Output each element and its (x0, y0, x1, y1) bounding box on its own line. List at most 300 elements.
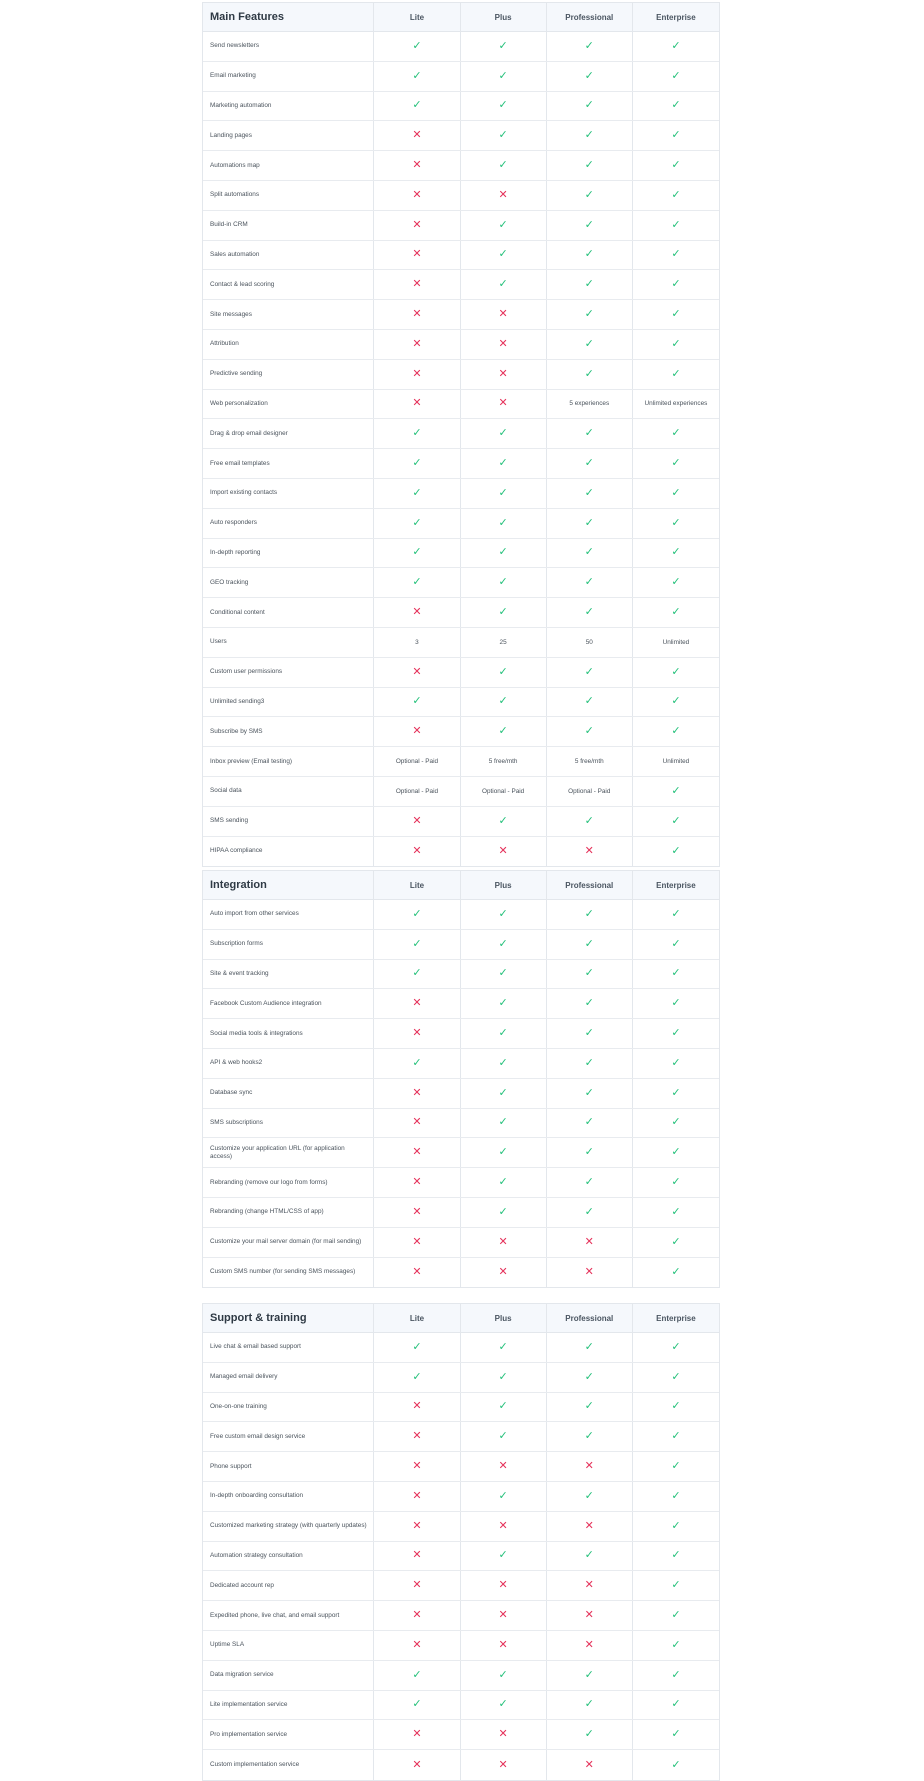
cell-lite (374, 32, 460, 61)
feature-name: API & web hooks2 (203, 1049, 374, 1078)
check-icon: ✓ (412, 907, 422, 920)
cell-enterprise (633, 330, 719, 359)
feature-name: Custom user permissions (203, 658, 374, 687)
feature-name: Build-in CRM (203, 211, 374, 240)
cell-professional (547, 390, 633, 419)
cross-icon: ✕ (412, 1146, 422, 1159)
check-icon: ✓ (671, 1609, 681, 1622)
cell-lite (374, 539, 460, 568)
feature-name: Phone support (203, 1452, 374, 1481)
cell-lite (374, 960, 460, 989)
cell-professional (547, 300, 633, 329)
cell-professional (547, 1333, 633, 1362)
cross-icon: ✕ (584, 1609, 594, 1622)
cell-enterprise (633, 1601, 719, 1630)
cell-professional (547, 1258, 633, 1288)
cross-icon: ✕ (498, 1638, 508, 1651)
cell-professional (547, 777, 633, 806)
check-icon: ✓ (584, 1698, 594, 1711)
check-icon: ✓ (498, 1027, 508, 1040)
cross-icon: ✕ (584, 1758, 594, 1771)
feature-name: Web personalization (203, 390, 374, 419)
cell-lite (374, 1138, 460, 1167)
feature-name: Social data (203, 777, 374, 806)
feature-name: Customized marketing strategy (with quarterly updates) (203, 1512, 374, 1541)
feature-name: Expedited phone, live chat, and email support (203, 1601, 374, 1630)
check-icon: ✓ (412, 1668, 422, 1681)
table-row (203, 241, 719, 271)
cell-enterprise (633, 539, 719, 568)
cell-enterprise (633, 211, 719, 240)
table-row (203, 1571, 719, 1601)
cross-icon: ✕ (498, 1579, 508, 1592)
cell-plus (461, 32, 547, 61)
check-icon: ✓ (498, 1400, 508, 1413)
cell-lite (374, 390, 460, 419)
cell-professional (547, 1019, 633, 1048)
cell-professional (547, 717, 633, 746)
cross-icon: ✕ (412, 129, 422, 142)
cross-icon: ✕ (412, 1027, 422, 1040)
check-icon: ✓ (671, 308, 681, 321)
cell-lite (374, 1571, 460, 1600)
table-row (203, 479, 719, 509)
check-icon: ✓ (498, 1549, 508, 1562)
check-icon: ✓ (498, 278, 508, 291)
check-icon: ✓ (498, 1430, 508, 1443)
cell-enterprise (633, 960, 719, 989)
cross-icon: ✕ (412, 844, 422, 857)
table-row (203, 568, 719, 598)
feature-name: Social media tools & integrations (203, 1019, 374, 1048)
table-row (203, 1168, 719, 1198)
check-icon: ✓ (498, 937, 508, 950)
check-icon: ✓ (584, 814, 594, 827)
cell-plus (461, 1542, 547, 1571)
check-icon: ✓ (412, 546, 422, 559)
check-icon: ✓ (671, 937, 681, 950)
check-icon: ✓ (584, 1086, 594, 1099)
feature-name: Subscribe by SMS (203, 717, 374, 746)
cell-enterprise (633, 300, 719, 329)
cell-lite (374, 688, 460, 717)
check-icon: ✓ (498, 486, 508, 499)
feature-name: Predictive sending (203, 360, 374, 389)
cell-lite (374, 1168, 460, 1197)
check-icon: ✓ (671, 1579, 681, 1592)
cross-icon: ✕ (584, 1265, 594, 1278)
cell-enterprise (633, 1631, 719, 1660)
check-icon: ✓ (584, 248, 594, 261)
table-row (203, 777, 719, 807)
table-row (203, 1720, 719, 1750)
check-icon: ✓ (498, 695, 508, 708)
cell-lite (374, 1422, 460, 1451)
cross-icon: ✕ (498, 1728, 508, 1741)
section-title: Integration (203, 871, 374, 899)
cell-lite (374, 241, 460, 270)
cross-icon: ✕ (412, 1579, 422, 1592)
check-icon: ✓ (671, 907, 681, 920)
check-icon: ✓ (671, 814, 681, 827)
plan-header-plus: Plus (461, 871, 547, 899)
check-icon: ✓ (671, 1205, 681, 1218)
cell-lite (374, 1109, 460, 1138)
feature-name: In-depth onboarding consultation (203, 1482, 374, 1511)
cell-enterprise (633, 628, 719, 657)
cross-icon: ✕ (412, 1489, 422, 1502)
cell-professional (547, 837, 633, 867)
check-icon: ✓ (584, 1027, 594, 1040)
feature-name: Landing pages (203, 121, 374, 150)
table-row (203, 32, 719, 62)
cell-professional (547, 360, 633, 389)
cell-lite (374, 1228, 460, 1257)
cross-icon: ✕ (412, 1519, 422, 1532)
cell-value: 5 experiences (569, 400, 610, 408)
cross-icon: ✕ (412, 397, 422, 410)
table-row (203, 1482, 719, 1512)
cell-lite (374, 1601, 460, 1630)
check-icon: ✓ (412, 1056, 422, 1069)
table-row (203, 807, 719, 837)
check-icon: ✓ (584, 188, 594, 201)
check-icon: ✓ (584, 457, 594, 470)
check-icon: ✓ (412, 99, 422, 112)
check-icon: ✓ (671, 1430, 681, 1443)
plan-header-enterprise: Enterprise (656, 1313, 696, 1323)
table-row (203, 121, 719, 151)
cell-professional (547, 960, 633, 989)
check-icon: ✓ (584, 218, 594, 231)
cell-professional (547, 688, 633, 717)
cross-icon: ✕ (498, 1758, 508, 1771)
cross-icon: ✕ (412, 725, 422, 738)
feature-name: Custom SMS number (for sending SMS messages) (203, 1258, 374, 1288)
cell-enterprise (633, 747, 719, 776)
check-icon: ✓ (498, 814, 508, 827)
cross-icon: ✕ (412, 1728, 422, 1741)
feature-name: Rebranding (change HTML/CSS of app) (203, 1198, 374, 1227)
cross-icon: ✕ (412, 997, 422, 1010)
check-icon: ✓ (671, 39, 681, 52)
table-row (203, 1393, 719, 1423)
cell-lite (374, 598, 460, 627)
cross-icon: ✕ (412, 1176, 422, 1189)
cell-plus (461, 1661, 547, 1690)
cross-icon: ✕ (584, 1519, 594, 1532)
cross-icon: ✕ (412, 1460, 422, 1473)
cell-plus (461, 1079, 547, 1108)
check-icon: ✓ (584, 907, 594, 920)
table-row (203, 1631, 719, 1661)
feature-name: One-on-one training (203, 1393, 374, 1422)
table-row (203, 1363, 719, 1393)
cell-plus (461, 360, 547, 389)
check-icon: ✓ (584, 486, 594, 499)
check-icon: ✓ (412, 1370, 422, 1383)
cell-plus (461, 300, 547, 329)
cell-professional (547, 1482, 633, 1511)
table-row (203, 1228, 719, 1258)
table-row (203, 930, 719, 960)
check-icon: ✓ (671, 69, 681, 82)
cell-plus (461, 479, 547, 508)
cell-professional (547, 479, 633, 508)
plan-header-professional: Professional (547, 1304, 633, 1332)
check-icon: ✓ (498, 1340, 508, 1353)
cell-professional (547, 1512, 633, 1541)
check-icon: ✓ (498, 1056, 508, 1069)
cell-enterprise (633, 1571, 719, 1600)
cell-value: Unlimited (662, 638, 690, 646)
cell-professional (547, 658, 633, 687)
cross-icon: ✕ (498, 1519, 508, 1532)
cell-professional (547, 900, 633, 929)
cross-icon: ✕ (498, 844, 508, 857)
check-icon: ✓ (498, 516, 508, 529)
cell-lite (374, 777, 460, 806)
check-icon: ✓ (671, 1027, 681, 1040)
cell-lite (374, 449, 460, 478)
check-icon: ✓ (498, 606, 508, 619)
cell-lite (374, 837, 460, 867)
check-icon: ✓ (671, 367, 681, 380)
cell-lite (374, 211, 460, 240)
cell-plus (461, 181, 547, 210)
cross-icon: ✕ (412, 1235, 422, 1248)
cell-professional (547, 92, 633, 121)
cross-icon: ✕ (498, 308, 508, 321)
check-icon: ✓ (498, 907, 508, 920)
check-icon: ✓ (671, 1370, 681, 1383)
cross-icon: ✕ (412, 1265, 422, 1278)
cell-plus (461, 449, 547, 478)
cell-value: Optional - Paid (481, 787, 525, 795)
cell-plus (461, 92, 547, 121)
check-icon: ✓ (584, 159, 594, 172)
check-icon: ✓ (584, 1668, 594, 1681)
cell-plus (461, 509, 547, 538)
check-icon: ✓ (498, 1086, 508, 1099)
cell-lite (374, 1393, 460, 1422)
cell-enterprise (633, 509, 719, 538)
check-icon: ✓ (671, 337, 681, 350)
check-icon: ✓ (671, 278, 681, 291)
check-icon: ✓ (671, 516, 681, 529)
cell-plus (461, 837, 547, 867)
check-icon: ✓ (671, 1086, 681, 1099)
cell-plus (461, 1168, 547, 1197)
cell-lite (374, 509, 460, 538)
cell-plus (461, 568, 547, 597)
check-icon: ✓ (671, 427, 681, 440)
table-row (203, 419, 719, 449)
cell-enterprise (633, 241, 719, 270)
table-row (203, 449, 719, 479)
cell-lite (374, 330, 460, 359)
cell-professional (547, 270, 633, 299)
check-icon: ✓ (584, 516, 594, 529)
plan-header-plus: Plus (461, 1304, 547, 1332)
cell-professional (547, 1198, 633, 1227)
check-icon: ✓ (671, 1758, 681, 1771)
check-icon: ✓ (671, 1460, 681, 1473)
check-icon: ✓ (498, 1205, 508, 1218)
cell-professional (547, 930, 633, 959)
cell-plus (461, 777, 547, 806)
feature-name: Custom implementation service (203, 1750, 374, 1780)
cell-enterprise (633, 1138, 719, 1167)
feature-name: Customize your mail server domain (for mail sending) (203, 1228, 374, 1257)
feature-name: Sales automation (203, 241, 374, 270)
integration-table (202, 870, 720, 1288)
check-icon: ✓ (584, 1430, 594, 1443)
check-icon: ✓ (584, 1116, 594, 1129)
check-icon: ✓ (671, 1638, 681, 1651)
cell-plus (461, 330, 547, 359)
cell-plus (461, 930, 547, 959)
table-row (203, 1138, 719, 1168)
check-icon: ✓ (498, 427, 508, 440)
feature-name: Dedicated account rep (203, 1571, 374, 1600)
check-icon: ✓ (584, 1176, 594, 1189)
cross-icon: ✕ (412, 308, 422, 321)
cell-plus (461, 658, 547, 687)
cell-enterprise (633, 658, 719, 687)
cell-enterprise (633, 1198, 719, 1227)
cell-enterprise (633, 1363, 719, 1392)
plan-header-plus: Plus (461, 3, 547, 31)
check-icon: ✓ (584, 69, 594, 82)
check-icon: ✓ (498, 218, 508, 231)
cell-value: 50 (585, 638, 593, 646)
check-icon: ✓ (671, 725, 681, 738)
cell-enterprise (633, 32, 719, 61)
cell-lite (374, 1079, 460, 1108)
check-icon: ✓ (671, 967, 681, 980)
check-icon: ✓ (671, 844, 681, 857)
cell-professional (547, 1631, 633, 1660)
check-icon: ✓ (584, 1056, 594, 1069)
table-row (203, 300, 719, 330)
feature-name: Contact & lead scoring (203, 270, 374, 299)
check-icon: ✓ (671, 1549, 681, 1562)
check-icon: ✓ (584, 427, 594, 440)
cell-lite (374, 658, 460, 687)
cell-lite (374, 181, 460, 210)
cross-icon: ✕ (584, 1235, 594, 1248)
cell-lite (374, 121, 460, 150)
check-icon: ✓ (498, 1698, 508, 1711)
cell-plus (461, 1571, 547, 1600)
cross-icon: ✕ (412, 1086, 422, 1099)
feature-name: In-depth reporting (203, 539, 374, 568)
plan-header-professional: Professional (547, 871, 633, 899)
check-icon: ✓ (498, 1176, 508, 1189)
check-icon: ✓ (671, 218, 681, 231)
cell-plus (461, 151, 547, 180)
check-icon: ✓ (671, 159, 681, 172)
cell-lite (374, 1661, 460, 1690)
feature-name: Conditional content (203, 598, 374, 627)
cell-plus (461, 628, 547, 657)
cell-plus (461, 1228, 547, 1257)
section-title: Main Features (203, 3, 374, 31)
cell-lite (374, 479, 460, 508)
feature-name: Pro implementation service (203, 1720, 374, 1749)
check-icon: ✓ (584, 1146, 594, 1159)
feature-name: Auto import from other services (203, 900, 374, 929)
cell-plus (461, 211, 547, 240)
table-header (203, 3, 719, 32)
cell-professional (547, 449, 633, 478)
cell-plus (461, 989, 547, 1018)
feature-name: Marketing automation (203, 92, 374, 121)
feature-name: Users (203, 628, 374, 657)
cell-professional (547, 1452, 633, 1481)
cell-plus (461, 1258, 547, 1288)
cell-enterprise (633, 360, 719, 389)
table-row (203, 1691, 719, 1721)
cell-lite (374, 1750, 460, 1780)
cell-plus (461, 419, 547, 448)
check-icon: ✓ (412, 457, 422, 470)
cross-icon: ✕ (412, 1758, 422, 1771)
table-row (203, 1258, 719, 1288)
feature-name: Automations map (203, 151, 374, 180)
cell-professional (547, 1168, 633, 1197)
check-icon: ✓ (671, 129, 681, 142)
cross-icon: ✕ (412, 1116, 422, 1129)
cell-professional (547, 211, 633, 240)
cross-icon: ✕ (412, 606, 422, 619)
cell-professional (547, 62, 633, 91)
cell-professional (547, 1422, 633, 1451)
cell-plus (461, 1198, 547, 1227)
cell-professional (547, 1138, 633, 1167)
feature-name: Database sync (203, 1079, 374, 1108)
cross-icon: ✕ (412, 218, 422, 231)
cross-icon: ✕ (584, 1460, 594, 1473)
cell-professional (547, 568, 633, 597)
feature-name: Free email templates (203, 449, 374, 478)
check-icon: ✓ (498, 967, 508, 980)
check-icon: ✓ (498, 997, 508, 1010)
cell-plus (461, 1512, 547, 1541)
check-icon: ✓ (671, 1176, 681, 1189)
cell-lite (374, 300, 460, 329)
check-icon: ✓ (671, 606, 681, 619)
check-icon: ✓ (412, 967, 422, 980)
feature-name: SMS sending (203, 807, 374, 836)
cell-enterprise (633, 1228, 719, 1257)
cell-enterprise (633, 1542, 719, 1571)
cell-value: Optional - Paid (395, 787, 439, 795)
cell-enterprise (633, 1422, 719, 1451)
check-icon: ✓ (584, 725, 594, 738)
cell-lite (374, 989, 460, 1018)
cell-enterprise (633, 1109, 719, 1138)
plan-header-lite: Lite (374, 1304, 460, 1332)
cell-professional (547, 1601, 633, 1630)
check-icon: ✓ (412, 69, 422, 82)
check-icon: ✓ (671, 1668, 681, 1681)
check-icon: ✓ (671, 1489, 681, 1502)
check-icon: ✓ (498, 457, 508, 470)
check-icon: ✓ (671, 1056, 681, 1069)
check-icon: ✓ (671, 1698, 681, 1711)
